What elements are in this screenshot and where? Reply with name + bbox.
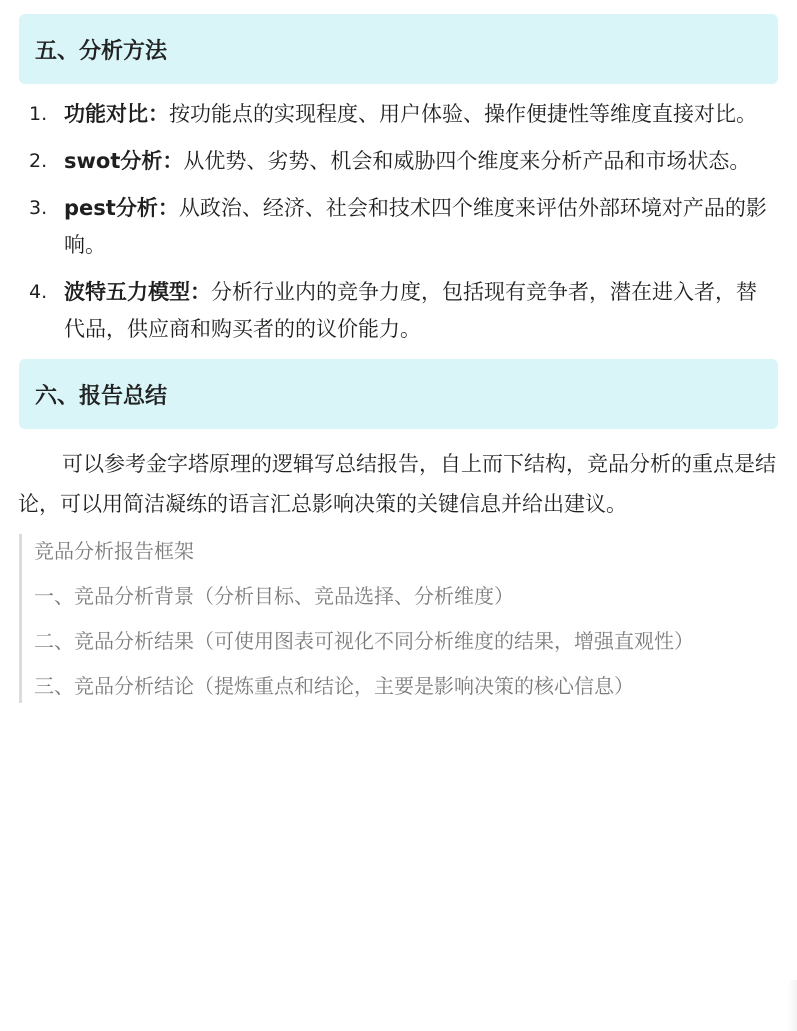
item-description: 从政治、经济、社会和技术四个维度来评估外部环境对产品的影响。 (64, 196, 767, 257)
item-number: 4. (29, 281, 48, 303)
summary-paragraph: 可以参考金字塔原理的逻辑写总结报告，自上而下结构，竞品分析的重点是结论，可以用简洁凝练的语言汇总影响决策的关键信息并给出建议。 (18, 452, 776, 516)
item-term: 波特五力模型： (64, 280, 211, 304)
list-item (19, 143, 778, 180)
framework-blockquote (19, 534, 749, 703)
item-term: 功能对比： (64, 102, 169, 126)
section-title: 五、分析方法 (35, 38, 168, 64)
item-description: 从优势、劣势、机会和威胁四个维度来分析产品和市场状态。 (183, 149, 751, 173)
article-body (0, 14, 797, 1031)
framework-line: 三、竞品分析结论（提炼重点和结论，主要是影响决策的核心信息） (34, 674, 634, 698)
framework-line: 一、竞品分析背景（分析目标、竞品选择、分析维度） (34, 584, 514, 608)
section-heading-report-summary (19, 359, 778, 429)
list-item (19, 190, 778, 264)
section-heading-analysis-methods (19, 14, 778, 84)
list-item (19, 96, 778, 133)
item-number: 1. (29, 103, 48, 125)
item-number: 3. (29, 197, 48, 219)
item-term: pest分析： (64, 196, 179, 220)
section-title: 六、报告总结 (35, 383, 168, 409)
item-description: 分析行业内的竞争力度，包括现有竞争者，潜在进入者，替代品，供应商和购买者的的议价能力。 (64, 280, 757, 341)
item-description: 按功能点的实现程度、用户体验、操作便捷性等维度直接对比。 (169, 102, 757, 126)
methods-list (19, 96, 778, 348)
scroll-edge-shadow (787, 980, 797, 1031)
framework-title: 竞品分析报告框架 (34, 539, 194, 563)
list-item (19, 274, 778, 348)
framework-line: 二、竞品分析结果（可使用图表可视化不同分析维度的结果，增强直观性） (34, 629, 694, 653)
item-number: 2. (29, 150, 48, 172)
item-term: swot分析： (64, 149, 184, 173)
